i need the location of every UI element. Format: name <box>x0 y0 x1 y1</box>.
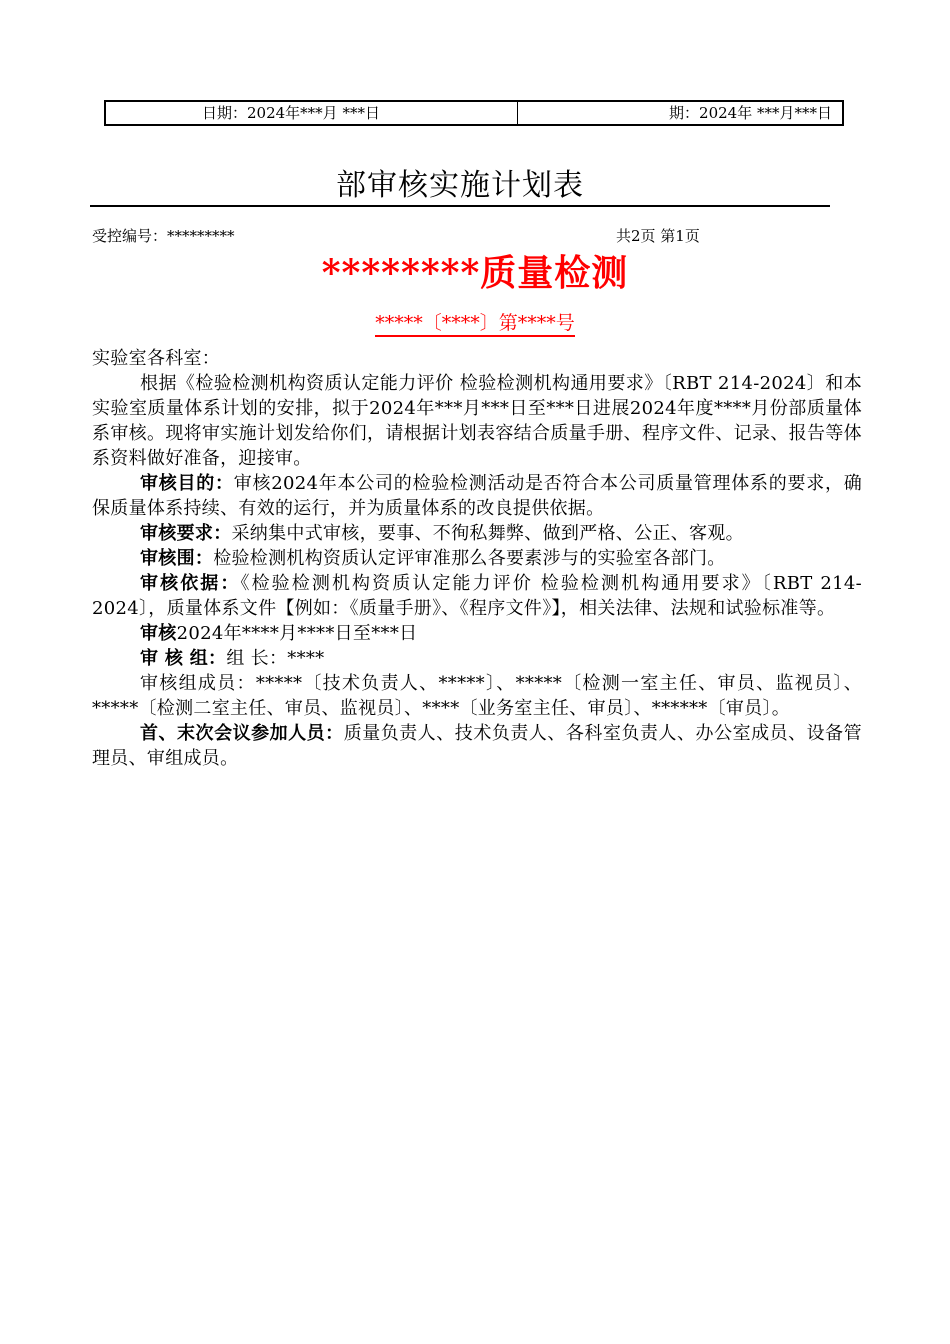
scope-paragraph <box>92 546 862 571</box>
team-paragraph <box>92 646 862 671</box>
basis-text: 《检验检测机构资质认定能力评价 检验检测机构通用要求》〔RBT 214-2024〕，质量体系文件【例如：《质量手册》、《程序文件》】，相关法律、法规和试验标准等。 <box>92 573 863 619</box>
page-count: 共2页 第1页 <box>616 227 700 245</box>
date-header-table <box>104 100 844 126</box>
basis-paragraph <box>92 571 862 621</box>
organization-name: ********质量检测 <box>321 252 629 294</box>
meeting-label: 首、末次会议参加人员： <box>140 723 344 744</box>
team-text: 组 长：**** <box>226 648 325 669</box>
document-number-text: *****〔****〕第****号 <box>375 312 575 337</box>
basis-label: 审核依据： <box>140 573 241 594</box>
meeting-text: 质量负责人、技术负责人、各科室负责人、办公室成员、设备管理员、审组成员。 <box>92 723 862 769</box>
intro-paragraph: 根据《检验检测机构资质认定能力评价 检验检测机构通用要求》〔RBT 214-2024〕和本实验室质量体系计划的安排，拟于2024年***月***日至***日进展2024年度****月份部质量体系审核。现将审实施计划发给你们，请根据计划表容结合质量手册、程序文件、记录、报告等体系资料做好准备，迎接审。 <box>92 373 862 469</box>
document-number <box>90 310 860 336</box>
purpose-text: 审核2024年本公司的检验检测活动是否符合本公司质量管理体系的要求，确保质量体系持续、有效的运行，并为质量体系的改良提供依据。 <box>92 473 862 519</box>
salutation: 实验室各科室： <box>92 348 221 369</box>
document-body <box>92 346 862 771</box>
scope-text: 检验检测机构资质认定评审准那么各要素涉与的实验室各部门。 <box>213 548 726 569</box>
members-paragraph: 审核组成员：*****〔技术负责人、*****〕、*****〔检测一室主任、审员、监视员〕、*****〔检测二室主任、审员、监视员〕、****〔业务室主任、审员〕、******〔审员〕。 <box>92 673 862 719</box>
time-text: 2024年****月****日至***日 <box>176 623 418 644</box>
purpose-paragraph <box>92 471 862 521</box>
header-right-date: 期：2024年 ***月***日 <box>669 104 832 122</box>
requirement-label: 审核要求： <box>140 523 232 544</box>
requirement-paragraph <box>92 521 862 546</box>
title-underline <box>90 205 830 207</box>
time-paragraph <box>92 621 862 646</box>
team-label: 审 核 组： <box>140 648 227 669</box>
time-label: 审核 <box>140 623 177 644</box>
requirement-text: 采纳集中式审核，要事、不徇私舞弊、做到严格、公正、客观。 <box>231 523 744 544</box>
purpose-label: 审核目的： <box>140 473 234 494</box>
page-title: 部审核实施计划表 <box>336 168 584 203</box>
header-left-date: 日期：2024年***月 ***日 <box>106 102 518 124</box>
meeting-paragraph <box>92 721 862 771</box>
scope-label: 审核围： <box>140 548 214 569</box>
control-number: 受控编号：********* <box>92 227 235 245</box>
